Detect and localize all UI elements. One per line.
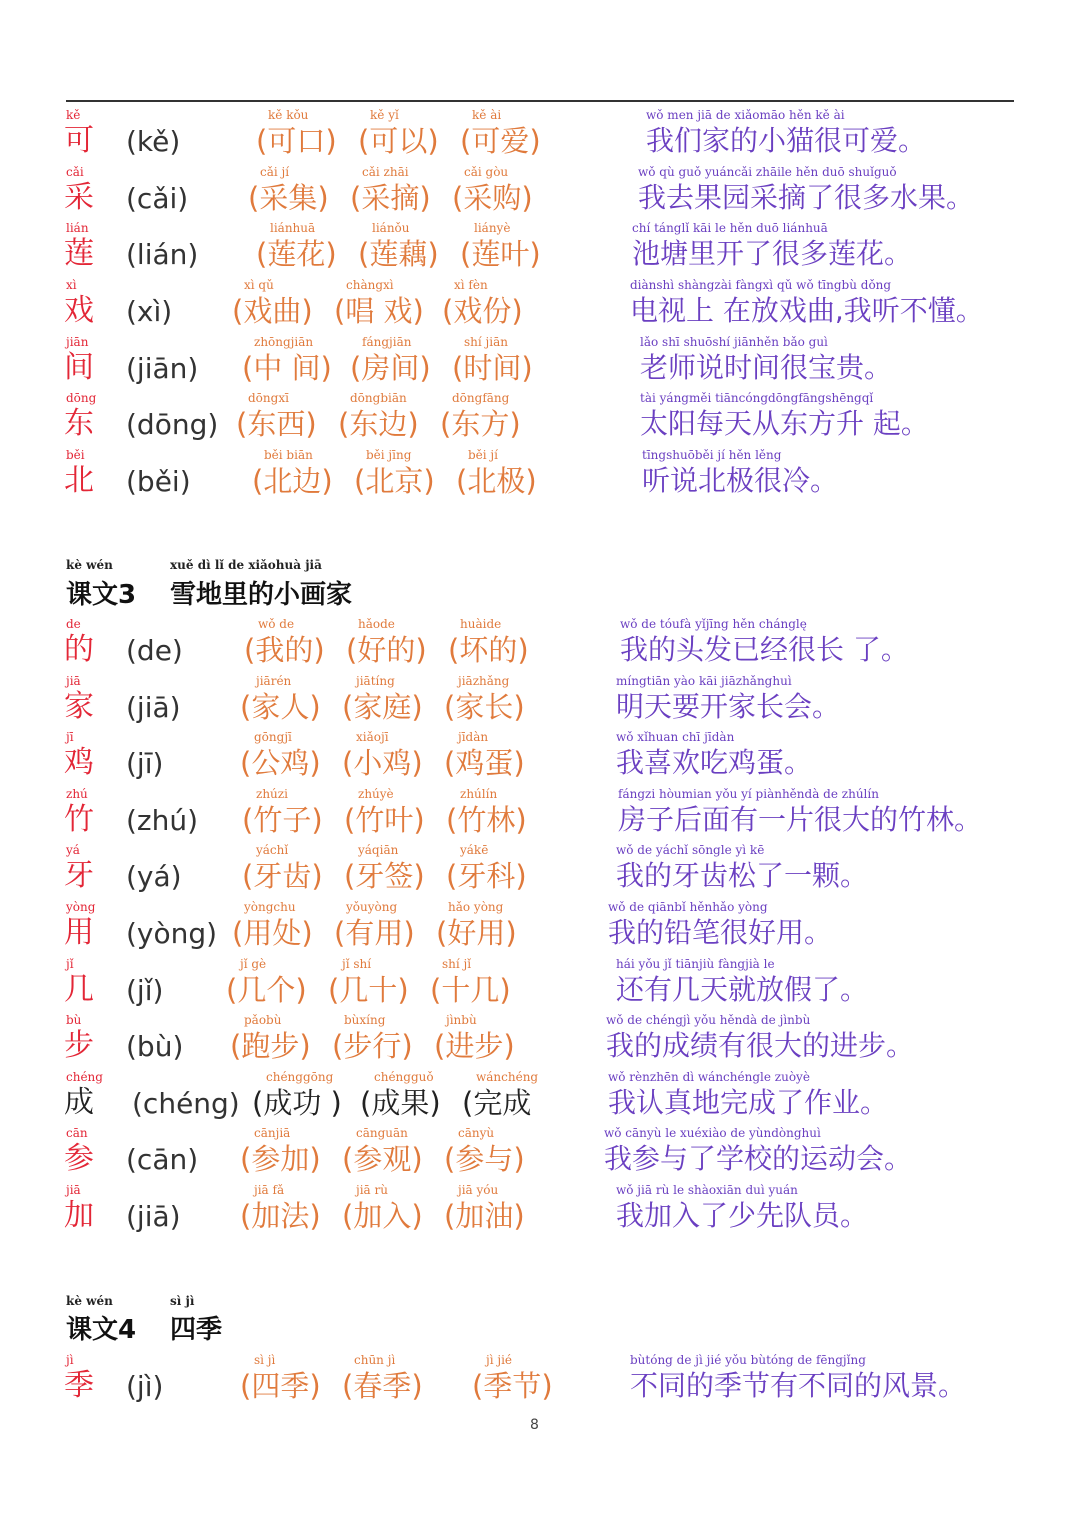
word: (加入) [342,1198,423,1233]
sentence-pinyin: wǒ de chéngjì yǒu hěndà de jìnbù [606,1013,811,1028]
word-pinyin: kě yǐ [370,108,399,122]
word: (鸡蛋) [444,746,525,781]
word-pinyin: cānjiā [254,1126,291,1141]
vocab-block-3 [0,1350,1080,1407]
word: (东方) [440,407,521,442]
vocab-char: 可 [64,123,94,158]
page-number: 8 [530,1417,539,1433]
vocab-block-2 [0,614,1080,1237]
vocab-row [0,1123,1080,1180]
vocab-row [0,1010,1080,1067]
vocab-char: 北 [64,463,94,499]
char-pinyin: yòng [66,899,96,914]
word-pinyin: chéngguǒ [374,1069,434,1084]
char-reading: (chéng) [132,1086,240,1120]
lesson-title-pinyin: sì jì [170,1294,195,1308]
word: (小鸡) [342,746,423,781]
word-pinyin: xì fèn [454,278,488,293]
top-rule [66,100,1014,102]
word: (我的) [244,633,325,667]
sentence-pinyin: wǒ de tóufà yǐjīng hěn chánglę [620,617,807,631]
vocab-block-1 [0,105,1080,502]
sentence-pinyin: hái yǒu jǐ tiānjiù fàngjià le [616,956,775,971]
sentence-pinyin: chí tánglǐ kāi le hěn duō liánhuā [632,221,828,236]
word-pinyin: yòngchu [244,899,296,914]
word-pinyin: yǒuyòng [346,899,398,914]
sentence: 我喜欢吃鸡蛋。 [616,746,813,780]
word-pinyin: yáqiān [358,843,399,858]
char-pinyin: běi [66,448,85,463]
word-pinyin: jǐ shí [342,956,372,971]
vocab-char: 采 [64,179,94,215]
char-reading: (cǎi) [126,181,189,215]
word: (十几) [430,972,511,1007]
word-pinyin: hǎode [358,617,395,631]
word: (莲花) [256,237,337,272]
word-pinyin: jiā rù [356,1182,388,1197]
word-pinyin: jiā fǎ [254,1182,285,1197]
vocab-row [0,614,1080,671]
vocab-row [0,275,1080,332]
word: (可爱) [460,124,541,158]
sentence: 还有几天就放假了。 [616,972,869,1006]
char-reading: (jì) [126,1370,164,1403]
word: (加法) [240,1198,321,1233]
char-reading: (jiān) [126,351,199,385]
word: (四季) [240,1369,321,1403]
word-pinyin: huàide [460,617,502,631]
char-pinyin: dōng [66,391,97,406]
word: (几个) [226,972,307,1007]
word: (房间) [350,350,431,385]
word-pinyin: bùxíng [344,1013,386,1028]
lesson-pinyin: kè wén [66,1294,113,1308]
word: (北边) [252,464,333,499]
vocab-char: 加 [64,1197,94,1233]
word-pinyin: yákē [460,843,489,858]
word-pinyin: jiārén [256,673,292,688]
word: (莲叶) [460,237,541,272]
vocab-row [0,445,1080,502]
vocab-char: 戏 [64,293,94,329]
vocab-row [0,840,1080,897]
vocab-char: 几 [64,971,94,1007]
char-reading: (yá) [126,860,182,894]
char-reading: (jiā) [126,1199,181,1233]
word: (步行) [332,1029,413,1064]
char-reading: (bù) [126,1030,184,1064]
word: (竹林) [446,802,527,837]
sentence: 我的头发已经很长 了。 [620,633,909,666]
word: (东西) [236,407,317,442]
char-pinyin: xì [66,278,77,293]
char-reading: (yòng) [126,916,218,950]
vocab-char: 牙 [64,858,94,894]
char-reading: (jiā) [126,690,181,724]
sentence-pinyin: wǒ qù guǒ yuáncǎi zhāile hěn duō shuǐguǒ [638,164,897,179]
sentence: 老师说时间很宝贵。 [640,350,893,384]
word-pinyin: jiātíng [356,673,395,688]
word-pinyin: jīdàn [458,730,489,745]
word: (进步) [434,1029,515,1064]
sentence-pinyin: wǒ cānyù le xuéxiào de yùndònghuì [604,1126,821,1141]
vocab-row [0,332,1080,389]
word: (北极) [456,464,537,499]
sentence: 我认真地完成了作业。 [608,1085,889,1119]
sentence-pinyin: wǒ xǐhuan chī jīdàn [616,730,735,745]
word-pinyin: chàngxì [346,278,394,293]
vocab-char: 间 [64,349,94,385]
char-reading: (kě) [126,125,181,158]
sentence-pinyin: wǒ de yáchǐ sōngle yì kē [616,843,765,858]
word: (牙科) [446,859,527,894]
lesson-number: 课文4 [66,1315,137,1345]
word-pinyin: xì qǔ [244,278,274,293]
word: (成功 ) [252,1085,342,1120]
word: (季节) [472,1369,553,1403]
word: (采集) [248,180,329,215]
word: (参观) [342,1142,423,1177]
word: (莲藕) [358,237,439,272]
vocab-row [0,105,1080,162]
vocab-row [0,1180,1080,1237]
char-reading: (jī) [126,747,164,781]
word-pinyin: cānyù [458,1126,495,1141]
word: (有用) [334,915,415,950]
char-reading: (cān) [126,1143,199,1177]
sentence: 听说北极很冷。 [642,464,839,498]
word-pinyin: jǐ gè [240,956,267,971]
char-reading: (dōng) [126,408,219,442]
vocab-char: 成 [64,1084,94,1120]
word-pinyin: cǎi gòu [464,164,509,179]
word-pinyin: shí jǐ [442,956,472,971]
word: (东边) [338,407,419,442]
word-pinyin: chūn jì [354,1353,396,1367]
lesson-title: 四季 [170,1315,223,1345]
word: (跑步) [230,1029,311,1064]
char-pinyin: de [66,617,81,631]
lesson-title: 雪地里的小画家 [170,580,353,610]
word: (公鸡) [240,746,321,781]
vocab-char: 步 [64,1028,94,1064]
sentence: 我的成绩有很大的进步。 [606,1029,915,1063]
char-pinyin: chéng [66,1069,103,1084]
lesson-title-pinyin: xuě dì lǐ de xiǎohuà jiā [170,558,322,572]
char-reading: (běi) [126,465,191,499]
word: (戏份) [442,294,523,329]
char-pinyin: yá [66,843,80,858]
word: (竹子) [242,802,323,837]
word-pinyin: běi jí [468,448,498,463]
sentence-pinyin: wǒ jiā rù le shàoxiān duì yuán [616,1182,798,1197]
word: (春季) [342,1369,423,1403]
word-pinyin: jiā yóu [458,1182,499,1197]
char-pinyin: jì [66,1353,74,1367]
vocab-row [0,388,1080,445]
char-reading: (xì) [126,295,173,329]
word-pinyin: kě ài [472,108,502,122]
char-pinyin: cǎi [66,164,84,179]
char-pinyin: kě [66,108,81,122]
word-pinyin: kě kǒu [268,108,309,122]
word: (牙签) [344,859,425,894]
vocab-row [0,218,1080,275]
sentence-pinyin: diànshì shàngzài fàngxì qǔ wǒ tīngbù dǒng [630,278,892,293]
word-pinyin: běi jīng [366,448,412,463]
vocab-char: 竹 [64,801,94,837]
word: (采购) [452,180,533,215]
sentence: 太阳每天从东方升 起。 [640,407,929,441]
word: (加油) [444,1198,525,1233]
word: (几十) [328,972,409,1007]
sentence: 池塘里开了很多莲花。 [632,237,913,271]
word: (参与) [444,1142,525,1177]
word-pinyin: wǒ de [258,617,295,631]
word: (北京) [354,464,435,499]
vocab-char: 家 [64,688,94,724]
word-pinyin: gōngjī [254,730,292,745]
word: (家长) [444,689,525,724]
sentence: 我去果园采摘了很多水果。 [638,180,975,214]
word-pinyin: cǎi jí [260,164,290,179]
vocab-row [0,671,1080,728]
word: (竹叶) [344,802,425,837]
word-pinyin: dōngfāng [452,391,510,406]
word-pinyin: liánǒu [372,221,410,236]
sentence-pinyin: wǒ de qiānbǐ hěnhǎo yòng [608,899,768,914]
word-pinyin: dōngxī [248,391,289,406]
sentence-pinyin: tài yángměi tiāncóngdōngfāngshēngqǐ [640,391,874,406]
word-pinyin: zhúyè [358,786,394,801]
vocab-char: 莲 [64,236,94,272]
char-pinyin: cān [66,1126,88,1141]
char-pinyin: jiā [66,1182,81,1197]
word: (坏的) [448,633,529,667]
sentence-pinyin: lǎo shī shuōshí jiānhěn bǎo guì [640,334,828,349]
word-pinyin: chénggōng [266,1069,334,1084]
vocab-row [0,784,1080,841]
word-pinyin: zhúlín [460,786,498,801]
sentence-pinyin: wǒ rènzhēn dì wánchéngle zuòyè [608,1069,810,1084]
char-pinyin: bù [66,1013,82,1028]
char-pinyin: jiān [66,334,89,349]
word-pinyin: jìnbù [446,1013,477,1028]
word: (可口) [256,124,337,158]
word-pinyin: sì jì [254,1353,276,1367]
word-pinyin: cǎi zhāi [362,164,409,179]
word-pinyin: yáchǐ [256,843,289,858]
sentence: 电视上 在放戏曲,我听不懂。 [630,294,984,328]
char-reading: (jǐ) [126,973,164,1007]
char-pinyin: zhú [66,786,88,801]
word: (戏曲) [232,294,313,329]
word: (牙齿) [242,859,323,894]
word-pinyin: shí jiān [464,334,508,349]
word: (可以) [358,124,439,158]
word: (中 间) [242,350,332,385]
word: (唱 戏) [334,294,424,329]
char-reading: (zhú) [126,803,199,837]
word-pinyin: zhōngjiān [254,334,314,349]
sentence: 我们家的小猫很可爱。 [646,124,927,157]
word-pinyin: jiāzhǎng [458,673,510,688]
vocab-char: 东 [64,406,94,442]
sentence: 不同的季节有不同的风景。 [630,1369,967,1402]
word: (采摘) [350,180,431,215]
char-reading: (de) [126,634,183,667]
word-pinyin: cānguān [356,1126,408,1141]
lesson-pinyin: kè wén [66,558,113,572]
word: (参加) [240,1142,321,1177]
word-pinyin: běi biān [264,448,313,463]
sentence: 房子后面有一片很大的竹林。 [618,802,983,836]
sentence-pinyin: wǒ men jiā de xiǎomāo hěn kě ài [646,108,845,122]
vocab-char: 用 [64,914,94,950]
sentence: 我加入了少先队员。 [616,1198,869,1232]
sentence: 我参与了学校的运动会。 [604,1142,913,1176]
char-pinyin: jī [66,730,74,745]
sentence: 我的铅笔很好用。 [608,915,833,949]
word: (好的) [346,633,427,667]
vocab-row [0,1350,1080,1407]
word: (家人) [240,689,321,724]
sentence-pinyin: tīngshuōběi jí hěn lěng [642,448,782,463]
word: (用处) [232,915,313,950]
vocab-row [0,897,1080,954]
char-pinyin: jǐ [66,956,74,971]
vocab-char: 的 [64,632,94,667]
vocab-row [0,727,1080,784]
vocab-char: 季 [64,1368,94,1403]
word-pinyin: dōngbiān [350,391,407,406]
word-pinyin: pǎobù [244,1013,282,1028]
vocab-row [0,1067,1080,1124]
lesson-number: 课文3 [66,580,137,610]
word-pinyin: xiǎojī [356,730,389,745]
sentence-pinyin: fángzi hòumian yǒu yí piànhěndà de zhúlín [618,786,879,801]
sentence: 明天要开家长会。 [616,689,841,723]
sentence-pinyin: míngtiān yào kāi jiāzhǎnghuì [616,673,792,688]
vocab-row [0,954,1080,1011]
word-pinyin: jì jié [486,1353,513,1367]
vocab-char: 鸡 [64,745,94,781]
sentence: 我的牙齿松了一颗。 [616,859,869,893]
word-pinyin: liányè [474,221,511,236]
vocab-char: 参 [64,1141,94,1177]
char-pinyin: lián [66,221,89,236]
word: (成果) [360,1085,441,1120]
word-pinyin: wánchéng [476,1069,539,1084]
char-pinyin: jiā [66,673,81,688]
vocab-row [0,162,1080,219]
word: (家庭) [342,689,423,724]
word: (好用) [436,915,517,950]
char-reading: (lián) [126,238,199,272]
word-pinyin: fángjiān [362,334,412,349]
word: (时间) [452,350,533,385]
word-pinyin: liánhuā [270,221,316,236]
word-pinyin: zhúzi [256,786,288,801]
word-pinyin: hǎo yòng [448,899,504,914]
word: (完成 [462,1085,532,1120]
sentence-pinyin: bùtóng de jì jié yǒu bùtóng de fēngjǐng [630,1353,866,1367]
